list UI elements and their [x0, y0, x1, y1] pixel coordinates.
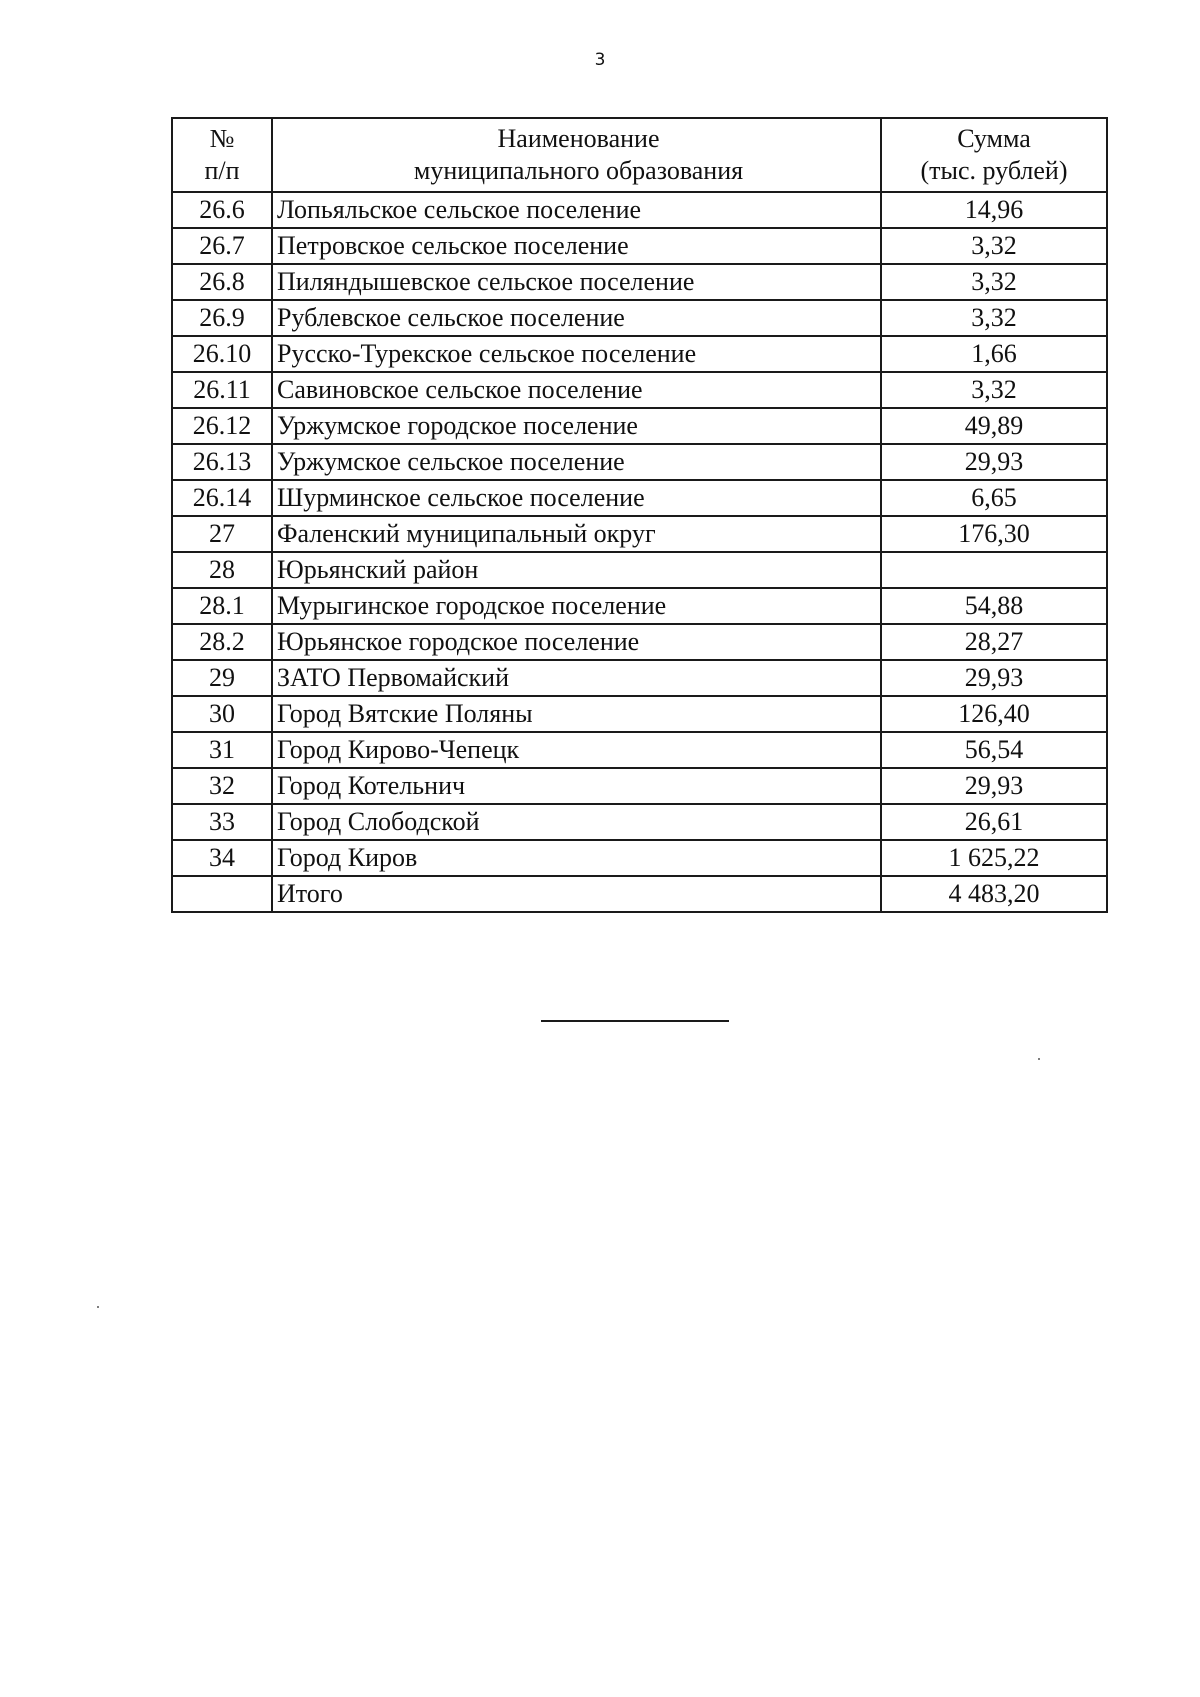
row-number: 27	[172, 516, 272, 552]
row-number: 33	[172, 804, 272, 840]
row-number: 30	[172, 696, 272, 732]
header-name-line1: Наименование	[497, 124, 660, 153]
table-row	[172, 660, 1107, 696]
row-name: Пиляндышевское сельское поселение	[272, 264, 881, 300]
table-row	[172, 804, 1107, 840]
row-number: 26.13	[172, 444, 272, 480]
page-number: 3	[594, 50, 606, 70]
row-sum: 54,88	[881, 588, 1107, 624]
row-number: 34	[172, 840, 272, 876]
row-number: 26.11	[172, 372, 272, 408]
row-sum: 6,65	[881, 480, 1107, 516]
table-row	[172, 840, 1107, 876]
row-sum: 29,93	[881, 660, 1107, 696]
end-separator-line	[541, 1020, 729, 1022]
row-name: Петровское сельское поселение	[272, 228, 881, 264]
row-name: Фаленский муниципальный округ	[272, 516, 881, 552]
row-number: 28	[172, 552, 272, 588]
table-row	[172, 732, 1107, 768]
row-sum	[881, 552, 1107, 588]
row-sum: 3,32	[881, 300, 1107, 336]
table-row	[172, 696, 1107, 732]
row-sum: 29,93	[881, 768, 1107, 804]
row-name: Мурыгинское городское поселение	[272, 588, 881, 624]
row-name: Рублевское сельское поселение	[272, 300, 881, 336]
row-sum: 29,93	[881, 444, 1107, 480]
table-row	[172, 228, 1107, 264]
row-name: Шурминское сельское поселение	[272, 480, 881, 516]
header-name-line2: муниципального образования	[413, 156, 744, 185]
row-number: 29	[172, 660, 272, 696]
row-sum: 49,89	[881, 408, 1107, 444]
header-sum-line1: Сумма	[957, 124, 1031, 153]
row-number: 28.1	[172, 588, 272, 624]
table-row	[172, 192, 1107, 228]
header-sum-line2: (тыс. рублей)	[920, 156, 1068, 185]
table-row	[172, 408, 1107, 444]
row-name: Город Слободской	[272, 804, 881, 840]
table-row	[172, 624, 1107, 660]
table-row	[172, 444, 1107, 480]
scan-speck	[97, 1306, 99, 1308]
header-number	[172, 118, 272, 192]
total-number	[172, 876, 272, 912]
header-name	[272, 118, 881, 192]
row-name: Уржумское городское поселение	[272, 408, 881, 444]
row-sum: 3,32	[881, 228, 1107, 264]
row-sum: 28,27	[881, 624, 1107, 660]
table-row	[172, 264, 1107, 300]
row-name: Город Вятские Поляны	[272, 696, 881, 732]
total-sum: 4 483,20	[881, 876, 1107, 912]
table-header-row	[172, 118, 1107, 192]
row-name: ЗАТО Первомайский	[272, 660, 881, 696]
row-number: 26.12	[172, 408, 272, 444]
header-sum	[881, 118, 1107, 192]
row-name: Савиновское сельское поселение	[272, 372, 881, 408]
row-name: Город Котельнич	[272, 768, 881, 804]
table-row	[172, 336, 1107, 372]
row-sum: 26,61	[881, 804, 1107, 840]
row-number: 32	[172, 768, 272, 804]
row-number: 26.10	[172, 336, 272, 372]
row-number: 28.2	[172, 624, 272, 660]
table-row	[172, 372, 1107, 408]
scan-speck	[1038, 1058, 1040, 1060]
row-number: 26.6	[172, 192, 272, 228]
row-number: 31	[172, 732, 272, 768]
table-row	[172, 552, 1107, 588]
row-sum: 14,96	[881, 192, 1107, 228]
allocation-table	[171, 117, 1108, 913]
row-name: Уржумское сельское поселение	[272, 444, 881, 480]
row-number: 26.9	[172, 300, 272, 336]
row-name: Город Киров	[272, 840, 881, 876]
row-name: Русско-Турекское сельское поселение	[272, 336, 881, 372]
row-name: Город Кирово-Чепецк	[272, 732, 881, 768]
row-number: 26.8	[172, 264, 272, 300]
table-row	[172, 300, 1107, 336]
header-number-line2: п/п	[204, 156, 240, 185]
row-sum: 56,54	[881, 732, 1107, 768]
table-row	[172, 768, 1107, 804]
row-number: 26.7	[172, 228, 272, 264]
row-number: 26.14	[172, 480, 272, 516]
row-sum: 126,40	[881, 696, 1107, 732]
table-row	[172, 588, 1107, 624]
table-row	[172, 516, 1107, 552]
total-label: Итого	[272, 876, 881, 912]
total-row	[172, 876, 1107, 912]
row-sum: 3,32	[881, 264, 1107, 300]
row-name: Юрьянское городское поселение	[272, 624, 881, 660]
row-name: Юрьянский район	[272, 552, 881, 588]
row-sum: 1,66	[881, 336, 1107, 372]
row-sum: 176,30	[881, 516, 1107, 552]
table-row	[172, 480, 1107, 516]
header-number-line1: №	[209, 124, 235, 153]
row-name: Лопьяльское сельское поселение	[272, 192, 881, 228]
row-sum: 3,32	[881, 372, 1107, 408]
row-sum: 1 625,22	[881, 840, 1107, 876]
